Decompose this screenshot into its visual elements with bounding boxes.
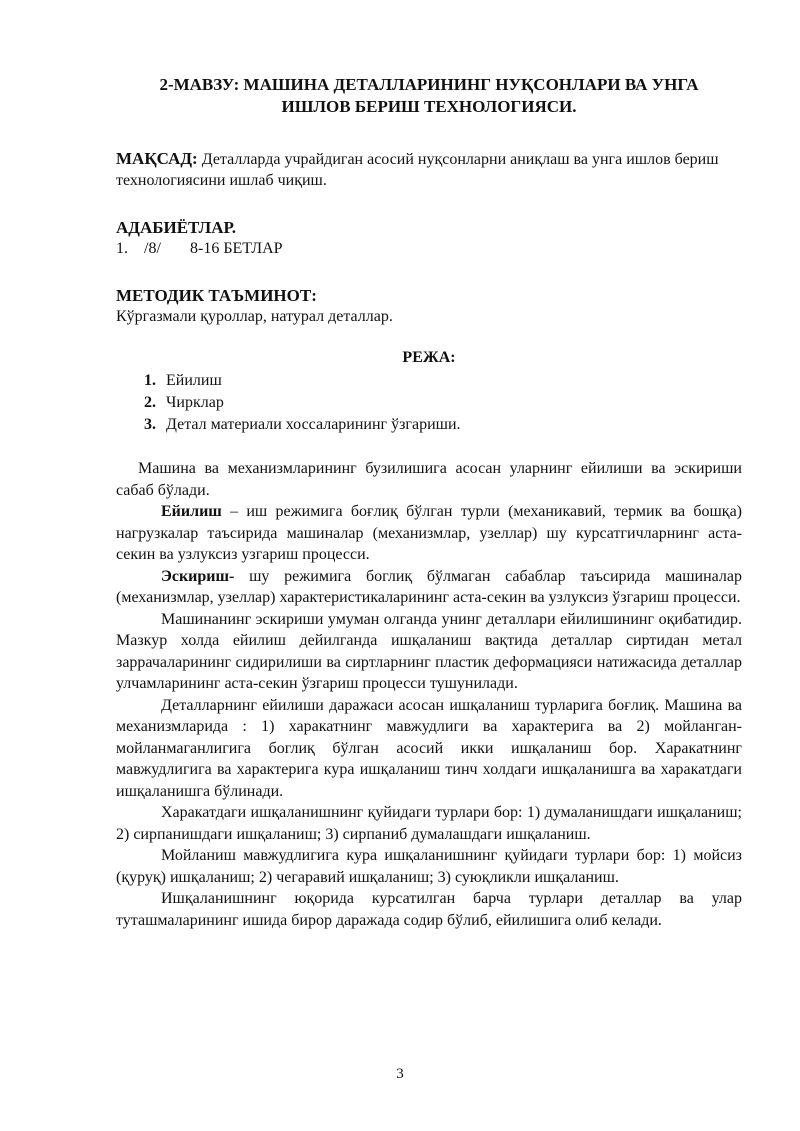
goal-section	[116, 148, 742, 191]
literature-section	[116, 217, 742, 259]
plan-list	[116, 370, 742, 436]
paragraph: Деталларнинг ейилиши даражаси асосан ишқаланиш турларига боғлиқ. Машина ва механизмларида : 1) харакатнинг мавжудлиги ва характерига ва 2) мойланган-мойланмаганлигига боглиқ бўлган асосий икки ишқаланиш бор. Харакатнинг мавжудлигига ва характерига кура ишқаланиш тинч холдаги ишқаланишга ва харакатдаги ишқаланишга бўлинади.	[116, 696, 742, 800]
plan-item: 2. Чирклар	[160, 392, 742, 414]
plan-title: РЕЖА:	[402, 349, 456, 366]
literature-label: АДАБИЁТЛАР.	[116, 218, 236, 237]
body-text	[116, 458, 742, 931]
methodical-label: МЕТОДИК ТАЪМИНОТ:	[116, 286, 317, 305]
paragraph: Машинанинг эскириши умуман олганда унинг деталлари ейилишининг оқибатидир. Мазкур холда ейилиш дейилганда ишқаланиш вақтида деталлар сиртидан метал заррачаларининг сидирилиши ва сиртларнинг пластик деформацияси натижасида деталлар улчамларининг аста-секин ўзгариш процесси тушунилади.	[116, 610, 742, 692]
literature-ref: /8/	[144, 240, 161, 257]
term-aging: Эскириш-	[161, 567, 235, 585]
paragraph	[116, 501, 742, 566]
plan-item: 1. Ейилиш	[160, 370, 742, 392]
paragraph: Харакатдаги ишқаланишнинг қуйидаги турлари бор: 1) думаланишдаги ишқаланиш; 2) сирпанишдаги ишқаланиш; 3) сирпаниб думалашдаги ишқаланиш.	[116, 804, 742, 843]
paragraph	[116, 566, 742, 609]
page-title	[116, 74, 742, 118]
document-page	[116, 74, 742, 931]
methodical-text: Кўргазмали қуроллар, натурал деталлар.	[116, 308, 393, 325]
term-wear: Ейилиш	[161, 503, 222, 520]
paragraph: Ишқаланишнинг юқорида курсатилган барча турлари деталлар ва улар туташмаларининг ишида бирор даражада содир бўлиб, ейилишига олиб келади.	[116, 890, 742, 929]
literature-entry	[116, 238, 742, 259]
literature-pages: 8-16 БЕТЛАР	[190, 240, 283, 257]
plan-item: 3. Детал материали хоссаларининг ўзгариши.	[160, 414, 742, 436]
page-number: 3	[396, 1066, 404, 1082]
goal-label: МАҚСАД:	[116, 149, 198, 168]
term-wear-definition: – иш режимига боғлиқ бўлган турли (механикавий, термик ва бошқа) нагрузкалар таъсирида машиналар (механизмлар, узеллар) шу курсатгичларнинг аста-секин ва узлуксиз узгариш процесси.	[116, 503, 742, 563]
methodical-section	[116, 285, 742, 327]
title-line-2: ИШЛОВ БЕРИШ ТЕХНОЛОГИЯСИ.	[281, 97, 577, 116]
term-aging-definition: шу режимига боглиқ бўлмаган сабаблар таъсирида машиналар (механизмлар, узеллар) характеристикаларининг аста-секин ва узлуксиз ўзгариш процесси.	[116, 567, 742, 606]
goal-text: Деталларда учрайдиган асосий нуқсонларни аниқлаш ва унга ишлов бериш технологиясини ишлаб чиқиш.	[116, 151, 719, 189]
title-line-1: 2-МАВЗУ: МАШИНА ДЕТАЛЛАРИНИНГ НУҚСОНЛАРИ ВА УНГА	[159, 75, 699, 94]
paragraph: Машина ва механизмларининг бузилишига асосан уларнинг ейилиши ва эскириши сабаб бўлади.	[116, 460, 742, 499]
literature-num: 1.	[116, 240, 128, 257]
paragraph: Мойланиш мавжудлигига кура ишқаланишнинг қуйидаги турлари бор: 1) мойсиз (қуруқ) ишқаланиш; 2) чегаравий ишқаланиш; 3) суюқликли ишқаланиш.	[116, 847, 742, 886]
